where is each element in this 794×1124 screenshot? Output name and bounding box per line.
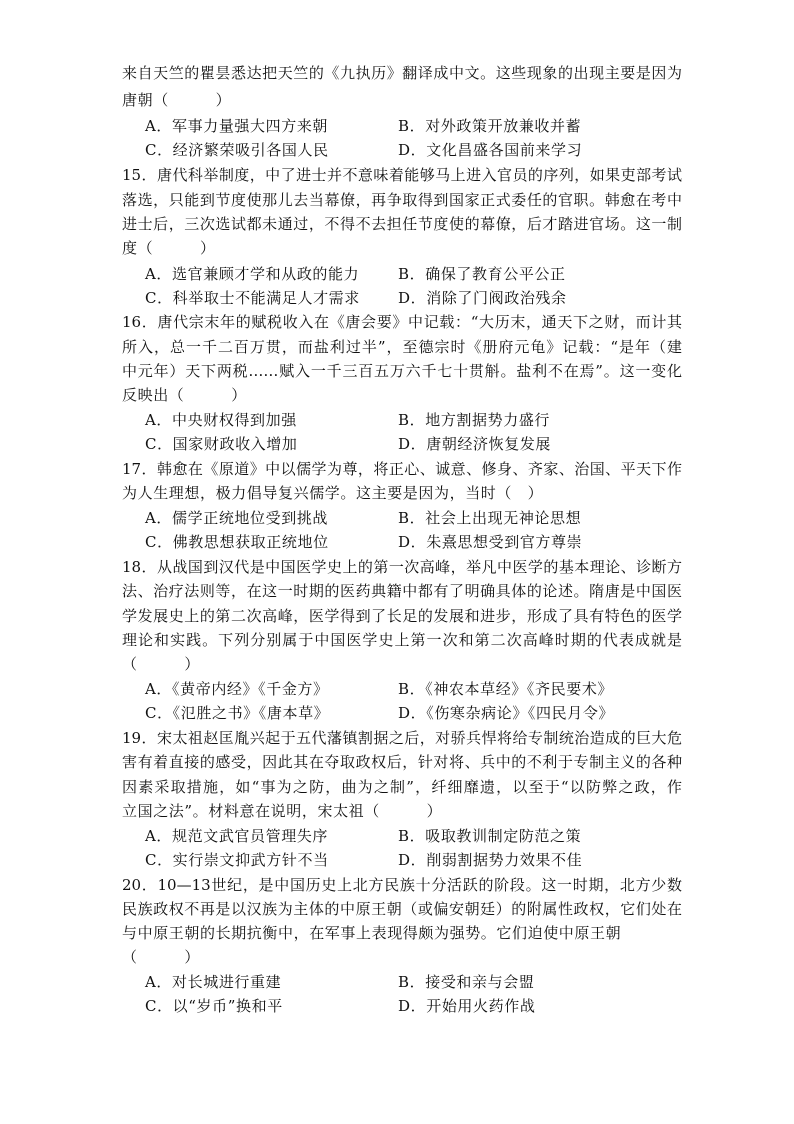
question-20-option-d: D．开始用火药作战 <box>398 997 536 1015</box>
question-16-text-line-2: 所入，总一千二百万贯，而盐利过半”，至德宗时《册府元龟》记载：“是年（建 <box>122 338 682 356</box>
question-14-text-line-2: 唐朝（ ） <box>122 91 232 109</box>
question-14-option-c: C．经济繁荣吸引各国人民 <box>145 141 329 159</box>
question-16-option-a: A．中央财权得到加强 <box>145 411 297 429</box>
question-20-option-a: A．对长城进行重建 <box>145 973 282 991</box>
question-19-text-line-4: 立国之法”。材料意在说明，宋太祖（ ） <box>122 802 443 820</box>
question-17-option-b: B．社会上出现无神论思想 <box>398 509 582 527</box>
question-19-text-line-2: 害有着直接的感受，因此其在夺取政权后，针对将、兵中的不利于专制主义的各种 <box>122 753 682 771</box>
question-17-text-line-2: 为人生理想，极力倡导复兴儒学。这主要是因为，当时（ ） <box>122 484 544 502</box>
question-15-option-c: C．科举取士不能满足人才需求 <box>145 289 360 307</box>
question-15-text-line-1: 15．唐代科举制度，中了进士并不意味着能够马上进入官员的序列，如果吏部考试 <box>122 166 682 184</box>
question-16-option-d: D．唐朝经济恢复发展 <box>398 435 552 453</box>
question-16-text-line-1: 16．唐代宗末年的赋税收入在《唐会要》中记载：“大历末，通天下之财，而计其 <box>122 313 682 331</box>
question-18-text-line-4: 理论和实践。下列分别属于中国医学史上第一次和第二次高峰时期的代表成就是 <box>122 631 682 649</box>
question-20-option-b: B．接受和亲与会盟 <box>398 973 535 991</box>
question-18-text-line-3: 学发展史上的第二次高峰，医学得到了长足的发展和进步，形成了具有特色的医学 <box>122 607 682 625</box>
question-14-text-line-1: 来自天竺的瞿昙悉达把天竺的《九执历》翻译成中文。这些现象的出现主要是因为 <box>122 64 682 82</box>
question-18-option-b: B．《神农本草经》《齐民要术》 <box>398 680 614 698</box>
question-19-text-line-3: 因素采取措施，如“事为之防，曲为之制”，纤细靡遗，以至于“以防弊之政，作 <box>122 778 682 796</box>
question-17-option-d: D．朱熹思想受到官方尊崇 <box>398 533 583 551</box>
question-19-option-d: D．削弱割据势力效果不佳 <box>398 851 583 869</box>
question-19-option-c: C．实行崇文抑武方针不当 <box>145 851 329 869</box>
question-20-text-line-1: 20．10—13世纪，是中国历史上北方民族十分活跃的阶段。这一时期，北方少数 <box>122 876 682 894</box>
question-19-option-b: B．吸取教训制定防范之策 <box>398 827 582 845</box>
question-16-text-line-3: 中元年）天下两税……赋入一千三百五万六千七十贯斛。盐利不在焉”。这一变化 <box>122 362 682 380</box>
question-17-option-a: A．儒学正统地位受到挑战 <box>145 509 329 527</box>
question-14-option-b: B．对外政策开放兼收并蓄 <box>398 117 582 135</box>
question-15-text-line-3: 进士后，三次选试都未通过，不得不去担任节度使的幕僚，后才踏进官场。这一制 <box>122 215 682 233</box>
question-18-option-c: C．《氾胜之书》《唐本草》 <box>145 704 330 722</box>
question-15-option-b: B．确保了教育公平公正 <box>398 265 566 283</box>
question-15-option-d: D．消除了门阀政治残余 <box>398 289 567 307</box>
question-18-text-line-5: （ ） <box>122 655 201 673</box>
question-20-text-line-2: 民族政权不再是以汉族为主体的中原王朝（或偏安朝廷）的附属性政权，它们处在 <box>122 900 682 918</box>
question-18-option-a: A．《黄帝内经》《千金方》 <box>145 680 329 698</box>
question-16-option-b: B．地方割据势力盛行 <box>398 411 551 429</box>
question-14-option-d: D．文化昌盛各国前来学习 <box>398 141 583 159</box>
question-15-text-line-2: 落选，只能到节度使那儿去当幕僚，再争取得到国家正式委任的官职。韩愈在考中 <box>122 191 682 209</box>
question-15-option-a: A．选官兼顾才学和从政的能力 <box>145 265 360 283</box>
question-18-text-line-2: 法、治疗法则等，在这一时期的医药典籍中都有了明确具体的论述。隋唐是中国医 <box>122 582 682 600</box>
question-20-text-line-3: 与中原王朝的长期抗衡中，在军事上表现得颇为强势。它们迫使中原王朝 <box>122 924 622 942</box>
question-15-text-line-4: 度（ ） <box>122 239 216 257</box>
question-19-option-a: A．规范文武官员管理失序 <box>145 827 329 845</box>
question-16-text-line-4: 反映出（ ） <box>122 386 247 404</box>
question-20-option-c: C．以“岁币”换和平 <box>145 997 283 1015</box>
question-14-option-a: A．军事力量强大四方来朝 <box>145 117 329 135</box>
question-18-text-line-1: 18．从战国到汉代是中国医学史上的第一次高峰，举凡中医学的基本理论、诊断方 <box>122 558 682 576</box>
question-16-option-c: C．国家财政收入增加 <box>145 435 298 453</box>
question-20-text-line-4: （ ） <box>122 948 201 966</box>
question-17-text-line-1: 17．韩愈在《原道》中以儒学为尊，将正心、诚意、修身、齐家、治国、平天下作 <box>122 460 682 478</box>
question-18-option-d: D．《伤寒杂病论》《四民月令》 <box>398 704 615 722</box>
question-17-option-c: C．佛教思想获取正统地位 <box>145 533 329 551</box>
question-19-text-line-1: 19．宋太祖赵匡胤兴起于五代藩镇割据之后，对骄兵悍将给专制统治造成的巨大危 <box>122 729 682 747</box>
